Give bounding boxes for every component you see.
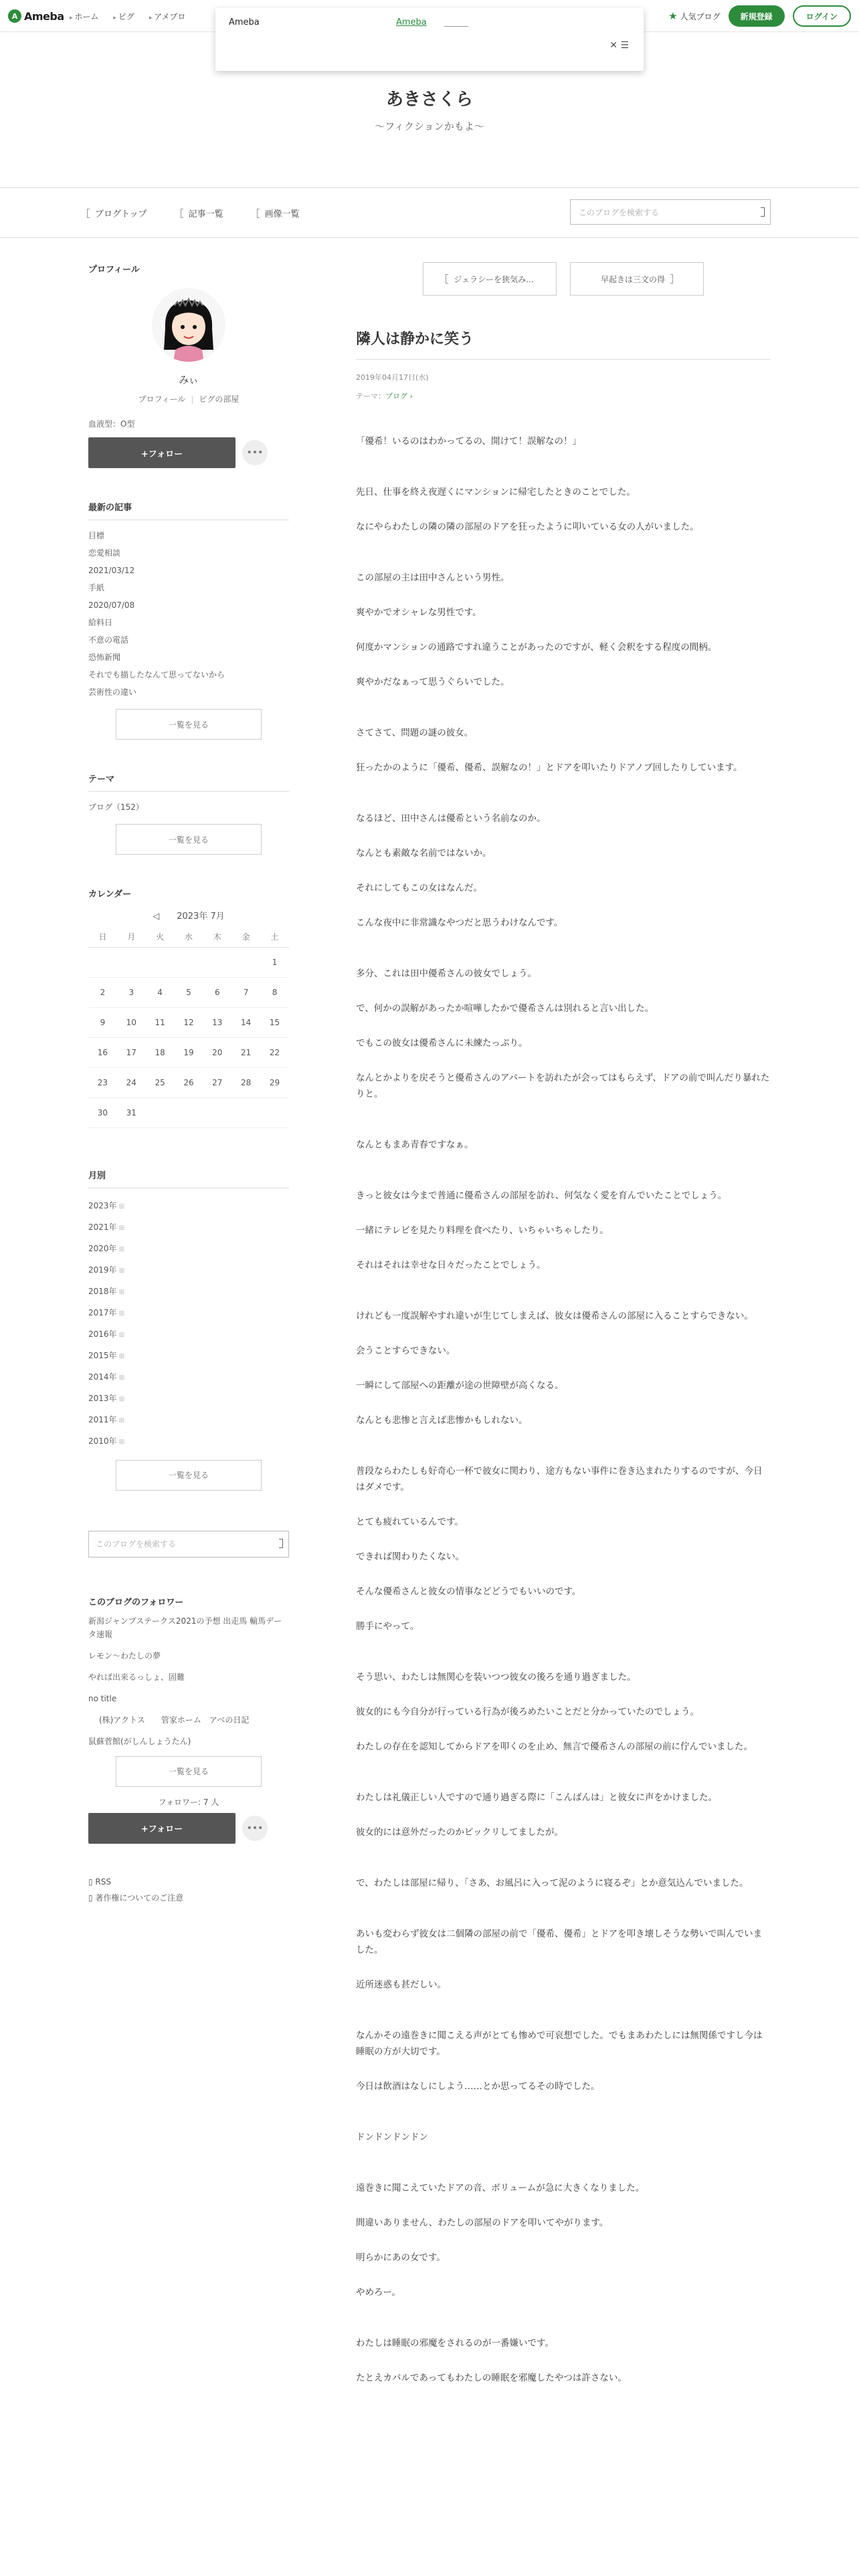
- header-nav: [70, 11, 185, 22]
- recent-article-item[interactable]: それでも描したなんて思ってないから: [88, 670, 225, 679]
- calendar-day[interactable]: 8: [260, 977, 289, 1007]
- monthly-item[interactable]: 2019年 ⊞: [88, 1259, 289, 1281]
- post-paragraph: で、わたしは部屋に帰り、「さあ、お風呂に入って泥のように寝るぞ」とか意気込んでいました。: [356, 1878, 749, 1889]
- post-paragraph: 間違いありません、わたしの部屋のドアを叩いてやがります。: [356, 2218, 609, 2228]
- post-paragraph: 彼女的にも今自分が行っている行為が後ろめたいことだと分かっていたのでしょう。: [356, 1707, 699, 1717]
- post-title[interactable]: 隣人は静かに笑う: [356, 328, 771, 360]
- bracket-icon: [181, 209, 183, 218]
- calendar-day[interactable]: 15: [260, 1007, 289, 1037]
- ameba-logo[interactable]: [8, 8, 64, 24]
- avatar[interactable]: [152, 288, 225, 362]
- monthly-title: 月別: [88, 1170, 106, 1181]
- calendar-weekday: 土: [260, 927, 289, 947]
- calendar-day[interactable]: 11: [146, 1007, 175, 1037]
- star-icon: ★: [668, 10, 678, 22]
- calendar-day[interactable]: 31: [117, 1097, 146, 1128]
- recent-article-item[interactable]: 恋愛相談: [88, 548, 121, 558]
- theme-label: テーマ：: [356, 392, 385, 401]
- calendar-weekday: 月: [117, 927, 146, 947]
- calendar-weekday: 金: [231, 927, 260, 947]
- calendar-day[interactable]: 21: [231, 1037, 260, 1067]
- post-paragraph: わたしは睡眠の邪魔をされるのが一番嫌いです。: [356, 2338, 554, 2349]
- follower-item[interactable]: no title: [88, 1693, 117, 1703]
- search-icon[interactable]: [279, 1539, 283, 1548]
- calendar-day[interactable]: 13: [203, 1007, 231, 1037]
- post-paragraph: とても疲れているんです。: [356, 1517, 464, 1527]
- sidebar-search-input[interactable]: [88, 1531, 289, 1558]
- calendar-day[interactable]: 14: [231, 1007, 260, 1037]
- post-paragraph: 普段ならわたしも好奇心一杯で彼女に関わり、途方もない事件に巻き込まれたりするのですが、今日はダメです。: [356, 1466, 763, 1493]
- post-paragraph: そう思い、わたしは無関心を装いつつ彼女の後ろを通り過ぎました。: [356, 1672, 636, 1683]
- calendar-week: [88, 1037, 289, 1067]
- ameba-logo-icon: A: [8, 9, 21, 23]
- search-icon[interactable]: [761, 207, 765, 217]
- calendar-day[interactable]: 16: [88, 1037, 117, 1067]
- rss-icon: ▯: [88, 1876, 96, 1887]
- calendar-day[interactable]: 12: [175, 1007, 203, 1037]
- login-button[interactable]: ログイン: [793, 5, 851, 27]
- calendar-week: [88, 1067, 289, 1097]
- post-paragraph: ドンドンドンドン: [356, 2132, 428, 2143]
- copyright-link[interactable]: [88, 1892, 289, 1903]
- calendar-day[interactable]: 22: [260, 1037, 289, 1067]
- blood-type: 血液型：O型: [88, 419, 135, 429]
- monthly-item[interactable]: 2018年 ⊞: [88, 1281, 289, 1302]
- calendar-weekday: 火: [146, 927, 175, 947]
- nav-image-list[interactable]: [257, 207, 300, 219]
- article-pager: [356, 262, 771, 296]
- monthly-item[interactable]: 2021年 ⊞: [88, 1216, 289, 1238]
- search-placeholder: このブログを検索する: [96, 1539, 177, 1549]
- calendar-day: [203, 1097, 231, 1128]
- calendar-week: [88, 1007, 289, 1037]
- prev-article-button[interactable]: [423, 262, 557, 296]
- monthly-item[interactable]: 2013年 ⊞: [88, 1388, 289, 1409]
- bracket-icon: [446, 274, 448, 284]
- recent-article-item[interactable]: 手紙: [88, 583, 105, 593]
- calendar-day[interactable]: 29: [260, 1067, 289, 1097]
- bracket-icon: [257, 209, 260, 218]
- calendar-week: [88, 977, 289, 1007]
- post-paragraph: わたしの存在を認知してからドアを叩くのを止め、無言で優希さんの部屋の前に佇んでいました。: [356, 1741, 753, 1752]
- blog-search-input[interactable]: [570, 199, 771, 225]
- post-paragraph: 多分、これは田中優希さんの彼女でしょう。: [356, 968, 537, 979]
- monthly-item[interactable]: 2020年 ⊞: [88, 1238, 289, 1259]
- calendar-day: [203, 947, 231, 977]
- monthly-item[interactable]: 2016年 ⊞: [88, 1323, 289, 1345]
- post-paragraph: あいも変わらず彼女は二個隣の部屋の前で「優希、優希」とドアを叩き壊しそうな勢いで叫んでいました。: [356, 1929, 763, 1955]
- followers-list: [88, 1614, 289, 1748]
- calendar-day: [231, 947, 260, 977]
- calendar-day[interactable]: 9: [88, 1007, 117, 1037]
- post-theme-link[interactable]: ブログ: [385, 392, 407, 401]
- bracket-icon: [670, 274, 673, 284]
- blog-navbar: [0, 187, 859, 238]
- follower-item[interactable]: レモン〜わたしの夢: [88, 1650, 161, 1660]
- calendar-day[interactable]: 24: [117, 1067, 146, 1097]
- followers-more-button[interactable]: 一覧を見る: [116, 1756, 262, 1787]
- calendar-day[interactable]: 17: [117, 1037, 146, 1067]
- calendar-day: [117, 947, 146, 977]
- popup-underline: [444, 26, 468, 27]
- calendar-title: カレンダー: [88, 889, 132, 899]
- post-paragraph: 明らかにあの女です。: [356, 2252, 446, 2263]
- post-paragraph: 会うことすらできない。: [356, 1346, 456, 1356]
- post-paragraph: 何度かマンションの通路ですれ違うことがあったのですが、軽く会釈をする程度の間柄。: [356, 642, 717, 653]
- nav-pig[interactable]: ▸ ピグ: [113, 11, 134, 22]
- calendar-weekday: 水: [175, 927, 203, 947]
- header-actions: [668, 5, 851, 27]
- calendar-week: [88, 947, 289, 977]
- calendar-week: [88, 1097, 289, 1128]
- nav-article-list[interactable]: [181, 207, 223, 219]
- post-paragraph: けれども一度誤解やすれ違いが生じてしまえば、彼女は優希さんの部屋に入ることすらできない。: [356, 1311, 753, 1321]
- post-paragraph: なんとも素敵な名前ではないか。: [356, 848, 492, 859]
- post-paragraph: なんとも悲惨と言えば悲惨かもしれない。: [356, 1415, 528, 1426]
- recent-article-item[interactable]: 給料日: [88, 618, 113, 627]
- nav-home[interactable]: ▸ ホーム: [70, 11, 98, 22]
- nav-blog-top[interactable]: [87, 207, 147, 219]
- calendar-day[interactable]: 3: [117, 977, 146, 1007]
- ameba-popup: [215, 8, 644, 71]
- calendar-month: ◁ 2023年 7月: [153, 911, 225, 922]
- calendar-day[interactable]: 27: [203, 1067, 231, 1097]
- nickname: みぃ: [179, 374, 199, 386]
- calendar-day[interactable]: 1: [260, 947, 289, 977]
- follower-item[interactable]: 鼠蘇菅館(がしんしょうたん): [88, 1736, 191, 1746]
- post-paragraph: なにやらわたしの隣の隣の部屋のドアを狂ったように叩いている女の人がいました。: [356, 522, 699, 532]
- nav-label: ブログトップ: [95, 209, 147, 219]
- post-theme: テーマ：ブログ ›: [356, 392, 413, 401]
- search-placeholder: このブログを検索する: [579, 207, 660, 217]
- recent-article-item[interactable]: 恐怖新聞: [88, 653, 121, 662]
- post-paragraph: 近所迷惑も甚だしい。: [356, 1979, 446, 1990]
- calendar-day[interactable]: 25: [146, 1067, 175, 1097]
- post-paragraph: 今日は飲酒はなしにしよう……とか思ってるその時でした。: [356, 2081, 600, 2092]
- calendar: [88, 927, 289, 1128]
- follower-item[interactable]: (株)アクトス 管家ホーム アベの日記: [99, 1715, 250, 1725]
- post-paragraph: この部屋の主は田中さんという男性。: [356, 572, 510, 583]
- logo-text: Ameba: [24, 9, 64, 23]
- copyright-label: 著作権についてのご注意: [95, 1893, 184, 1903]
- post-paragraph: それにしてもこの女はなんだ。: [356, 883, 482, 893]
- recent-articles-title: 最新の記事: [88, 503, 132, 513]
- recent-article-item[interactable]: 目標: [88, 531, 105, 540]
- post-paragraph: 彼女的には意外だったのかビックリしてましたが。: [356, 1827, 563, 1838]
- follower-count: フォロワー: 7 人: [158, 1797, 219, 1807]
- calendar-day[interactable]: 4: [146, 977, 175, 1007]
- register-button[interactable]: 新規登録: [729, 5, 785, 27]
- post-paragraph: こんな夜中に非常識なやつだと思うわけなんです。: [356, 918, 563, 928]
- calendar-day[interactable]: 26: [175, 1067, 203, 1097]
- nav-label: 画像一覧: [264, 209, 300, 219]
- popular-blog-link[interactable]: [668, 10, 720, 22]
- followers-title: このブログのフォロワー: [88, 1597, 184, 1608]
- recent-article-item[interactable]: 芸術性の違い: [88, 687, 137, 697]
- monthly-item[interactable]: 2017年 ⊞: [88, 1302, 289, 1323]
- calendar-weekday: 日: [88, 927, 117, 947]
- calendar-day[interactable]: 30: [88, 1097, 117, 1128]
- calendar-day[interactable]: 23: [88, 1067, 117, 1097]
- post-date: 2019年04月17日(水): [356, 373, 429, 382]
- rss-label: RSS: [95, 1876, 111, 1887]
- monthly-item[interactable]: 2011年 ⊞: [88, 1409, 289, 1430]
- calendar-day: [146, 947, 175, 977]
- main-content: [356, 262, 771, 2405]
- popular-label: 人気ブログ: [680, 11, 721, 21]
- profile-link[interactable]: プロフィール: [138, 395, 186, 404]
- close-icon[interactable]: ✕ ☰: [609, 40, 629, 51]
- calendar-day[interactable]: 20: [203, 1037, 231, 1067]
- theme-title: テーマ: [88, 774, 115, 784]
- popup-link[interactable]: Ameba: [396, 17, 427, 27]
- profile-links: プロフィール | ピグの部屋: [138, 395, 240, 404]
- next-article-button[interactable]: [570, 262, 704, 296]
- monthly-more-button[interactable]: 一覧を見る: [116, 1460, 262, 1491]
- profile-title: プロフィール: [88, 265, 140, 275]
- post-paragraph: 狂ったかのように「優希、優希、誤解なの！」とドアを叩いたりドアノブ回したりしています。: [356, 762, 743, 773]
- post-paragraph: わたしは礼儀正しい人ですので通り過ぎる際に「こんばんは」と彼女に声をかけました。: [356, 1792, 717, 1803]
- recent-article-item[interactable]: 不意の電話: [88, 635, 129, 645]
- popup-title: Ameba: [229, 17, 260, 27]
- calendar-day[interactable]: 19: [175, 1037, 203, 1067]
- post-paragraph: 遠巻きに聞こえていたドアの音、ボリュームが急に大きくなりました。: [356, 2183, 645, 2193]
- post-paragraph: 一緒にテレビを見たり料理を食べたり、いちゃいちゃしたり。: [356, 1225, 609, 1236]
- warning-icon: ▯: [88, 1893, 96, 1903]
- bracket-icon: [87, 209, 90, 218]
- post-body: [356, 433, 771, 2386]
- post-paragraph: 一瞬にして部屋への距離が途の世障壁が高くなる。: [356, 1380, 564, 1391]
- calendar-day[interactable]: 6: [203, 977, 231, 1007]
- follow-button[interactable]: +フォロー: [88, 437, 235, 468]
- calendar-day[interactable]: 18: [146, 1037, 175, 1067]
- calendar-month-label: 2023年 7月: [177, 911, 225, 922]
- monthly-item[interactable]: 2014年 ⊞: [88, 1366, 289, 1388]
- follower-item[interactable]: やれば出来るっしょ、固難: [88, 1672, 185, 1682]
- blog-title[interactable]: あきさくら: [385, 90, 473, 110]
- theme-more-button[interactable]: 一覧を見る: [116, 824, 262, 855]
- more-options-icon[interactable]: •••: [242, 1816, 268, 1841]
- post-paragraph: やめろー。: [356, 2287, 401, 2298]
- monthly-list: [88, 1195, 289, 1452]
- avatar-image: [152, 288, 225, 362]
- prev-article-label: ジェラシーを狭気み...: [454, 274, 534, 284]
- calendar-day[interactable]: 5: [175, 977, 203, 1007]
- post-paragraph: 勝手にやって。: [356, 1621, 419, 1632]
- post-paragraph: できれば関わりたくない。: [356, 1551, 464, 1562]
- monthly-item[interactable]: 2015年 ⊞: [88, 1345, 289, 1366]
- calendar-day[interactable]: 2: [88, 977, 117, 1007]
- follower-item[interactable]: 新潟ジャンプステークス2021の予想 出走馬 輸馬データ速報: [88, 1616, 282, 1639]
- post-paragraph: 爽やかでオシャレな男性です。: [356, 607, 482, 618]
- calendar-day[interactable]: 10: [117, 1007, 146, 1037]
- recent-article-item[interactable]: 2020/07/08: [88, 601, 135, 610]
- calendar-day: [175, 1097, 203, 1128]
- calendar-day: [231, 1097, 260, 1128]
- calendar-day: [175, 947, 203, 977]
- pig-room-link[interactable]: ピグの部屋: [199, 395, 240, 404]
- post-paragraph: 先日、仕事を終え夜遅くにマンションに帰宅したときのことでした。: [356, 487, 636, 498]
- monthly-item[interactable]: 2010年 ⊞: [88, 1430, 289, 1452]
- post-paragraph: さてさて、問題の謎の彼女。: [356, 728, 474, 738]
- rss-section: [88, 1877, 289, 1903]
- calendar-day: [88, 947, 117, 977]
- post-paragraph: でもこの彼女は優希さんに未練たっぷり。: [356, 1038, 528, 1049]
- post-paragraph: なるほど、田中さんは優希という名前なのか。: [356, 813, 546, 824]
- post-paragraph: 爽やかだなぁって思うぐらいでした。: [356, 677, 510, 687]
- recent-article-item[interactable]: 2021/03/12: [88, 566, 135, 575]
- recent-articles-list: [88, 527, 289, 701]
- post-paragraph: で、何かの誤解があったか喧嘩したかで優希さんは別れると言い出した。: [356, 1003, 654, 1014]
- rss-link[interactable]: [88, 1877, 289, 1887]
- next-article-label: 早起きは三文の得: [600, 274, 665, 284]
- calendar-day: [260, 1097, 289, 1128]
- calendar-day[interactable]: 7: [231, 977, 260, 1007]
- post-paragraph: なんとかよりを戻そうと優希さんのアパートを訪れたが会ってはもらえず、ドアの前で叫んだり暴れたりと。: [356, 1073, 770, 1099]
- theme-item[interactable]: ブログ（152）: [88, 802, 144, 812]
- sidebar: [88, 262, 289, 1909]
- post-paragraph: なんともまあ青春ですなぁ。: [356, 1140, 474, 1150]
- post-paragraph: 「優希！いるのはわかってるの、開けて！誤解なの！」: [356, 436, 581, 447]
- calendar-weekday: 木: [203, 927, 231, 947]
- post-paragraph: それはそれは幸せな日々だったことでしょう。: [356, 1260, 546, 1271]
- post-paragraph: きっと彼女は今まで普通に優希さんの部屋を訪れ、何気なく愛を育んでいたことでしょう。: [356, 1190, 727, 1201]
- follow-button-bottom[interactable]: +フォロー: [88, 1813, 235, 1844]
- recent-more-button[interactable]: 一覧を見る: [116, 709, 262, 740]
- nav-label: 記事一覧: [188, 209, 223, 219]
- post-paragraph: たとえカバルであってもわたしの睡眠を邪魔したやつは許さない。: [356, 2373, 627, 2383]
- calendar-day[interactable]: 28: [231, 1067, 260, 1097]
- post-paragraph: なんかその遠巻きに聞こえる声がとても惨めで可哀想でした。でもまあわたしには無関係ですし今は睡眠の方が大切です。: [356, 2030, 763, 2057]
- more-options-icon[interactable]: •••: [242, 440, 268, 465]
- nav-ameblo[interactable]: ▸ アメブロ: [149, 11, 186, 22]
- post-paragraph: そんな優希さんと彼女の情事などどうでもいいのです。: [356, 1586, 581, 1597]
- monthly-item[interactable]: 2023年 ⊞: [88, 1195, 289, 1216]
- blog-subtitle: 〜フィクションかもよ〜: [375, 120, 484, 132]
- calendar-day: [146, 1097, 175, 1128]
